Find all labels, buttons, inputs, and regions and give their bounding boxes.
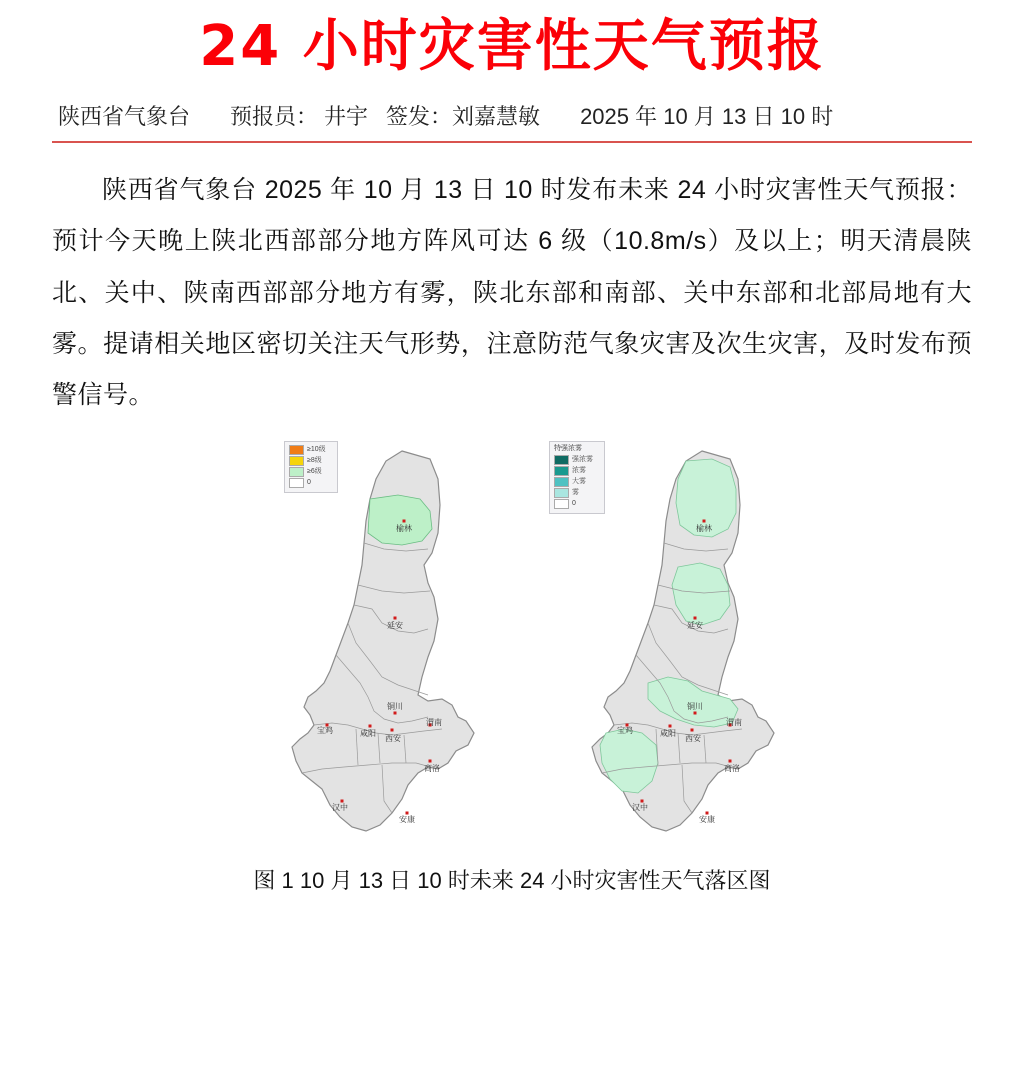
legend-label: 0 bbox=[307, 479, 311, 487]
legend-item bbox=[289, 456, 333, 466]
legend-label: 0 bbox=[572, 500, 576, 508]
svg-text:商洛: 商洛 bbox=[424, 764, 440, 774]
svg-text:榆林: 榆林 bbox=[396, 524, 412, 534]
svg-text:西安: 西安 bbox=[385, 734, 401, 744]
svg-text:渭南: 渭南 bbox=[426, 718, 442, 728]
legend-label: ≥10级 bbox=[307, 446, 326, 454]
svg-text:咸阳: 咸阳 bbox=[660, 729, 676, 739]
svg-text:渭南: 渭南 bbox=[726, 718, 742, 728]
svg-text:铜川: 铜川 bbox=[387, 702, 403, 712]
legend-fog-title: 特强浓雾 bbox=[554, 445, 582, 453]
legend-item bbox=[289, 445, 333, 455]
legend-swatch-fog-strong-dense bbox=[554, 455, 569, 465]
legend-swatch-gale-10 bbox=[289, 445, 304, 455]
svg-text:汉中: 汉中 bbox=[632, 803, 648, 813]
legend-swatch-gale-8 bbox=[289, 456, 304, 466]
forecaster-label: 预报员： bbox=[230, 104, 319, 129]
legend-item bbox=[554, 466, 600, 476]
document-page bbox=[0, 12, 1024, 1077]
legend-item bbox=[289, 467, 333, 477]
forecaster-name: 井宇 bbox=[324, 104, 369, 129]
legend-fog bbox=[549, 441, 605, 514]
svg-text:汉中: 汉中 bbox=[332, 803, 348, 813]
legend-label: 大雾 bbox=[572, 478, 586, 486]
legend-item bbox=[554, 499, 600, 509]
issuing-office: 陕西省气象台 bbox=[58, 104, 191, 129]
legend-wind bbox=[284, 441, 338, 493]
legend-label: 雾 bbox=[572, 489, 579, 497]
meta-row bbox=[52, 100, 972, 143]
svg-text:延安: 延安 bbox=[687, 621, 703, 631]
legend-swatch-fog-dense bbox=[554, 466, 569, 476]
legend-label: ≥6级 bbox=[307, 468, 322, 476]
figure-area bbox=[52, 433, 972, 913]
maps-wrapper bbox=[52, 433, 972, 903]
legend-swatch-zero bbox=[554, 499, 569, 509]
legend-swatch-fog bbox=[554, 488, 569, 498]
legend-swatch-fog-heavy bbox=[554, 477, 569, 487]
svg-text:安康: 安康 bbox=[399, 815, 415, 825]
svg-text:商洛: 商洛 bbox=[724, 764, 740, 774]
svg-text:宝鸡: 宝鸡 bbox=[617, 726, 633, 736]
signer: 签发：刘嘉慧敏 bbox=[386, 104, 541, 129]
forecast-body: 陕西省气象台 2025 年 10 月 13 日 10 时发布未来 24 小时灾害性天气预报：预计今天晚上陕北西部部分地方阵风可达 6 级（10.8m/s）及以上；明天清晨陕北、关中、陕南西部部分地方有雾，陕北东部和南部、关中东部和北部局地有大雾。提请相关地区密切关注天气形势，注意防范气象灾害及次生灾害，及时发布预警信号。 bbox=[52, 176, 972, 409]
figure-caption: 图 1 10 月 13 日 10 时未来 24 小时灾害性天气落区图 bbox=[253, 868, 771, 894]
legend-item bbox=[289, 478, 333, 488]
legend-item bbox=[554, 477, 600, 487]
legend-item bbox=[554, 455, 600, 465]
map-wind-gust bbox=[252, 433, 552, 903]
svg-text:延安: 延安 bbox=[387, 621, 403, 631]
svg-text:西安: 西安 bbox=[685, 734, 701, 744]
issue-datetime: 2025 年 10 月 13 日 10 时 bbox=[580, 104, 834, 129]
legend-label: ≥8级 bbox=[307, 457, 322, 465]
gust-area-6 bbox=[368, 495, 432, 545]
svg-text:咸阳: 咸阳 bbox=[360, 729, 376, 739]
legend-swatch-gale-6 bbox=[289, 467, 304, 477]
legend-label: 强浓雾 bbox=[572, 456, 593, 464]
shaanxi-map-wind-svg bbox=[252, 433, 552, 903]
page-title: 24 小时灾害性天气预报 bbox=[199, 14, 825, 79]
svg-text:宝鸡: 宝鸡 bbox=[317, 726, 333, 736]
svg-text:安康: 安康 bbox=[699, 815, 715, 825]
svg-text:榆林: 榆林 bbox=[696, 524, 712, 534]
legend-swatch-zero bbox=[289, 478, 304, 488]
legend-label: 浓雾 bbox=[572, 467, 586, 475]
svg-text:铜川: 铜川 bbox=[687, 702, 703, 712]
legend-item bbox=[554, 488, 600, 498]
